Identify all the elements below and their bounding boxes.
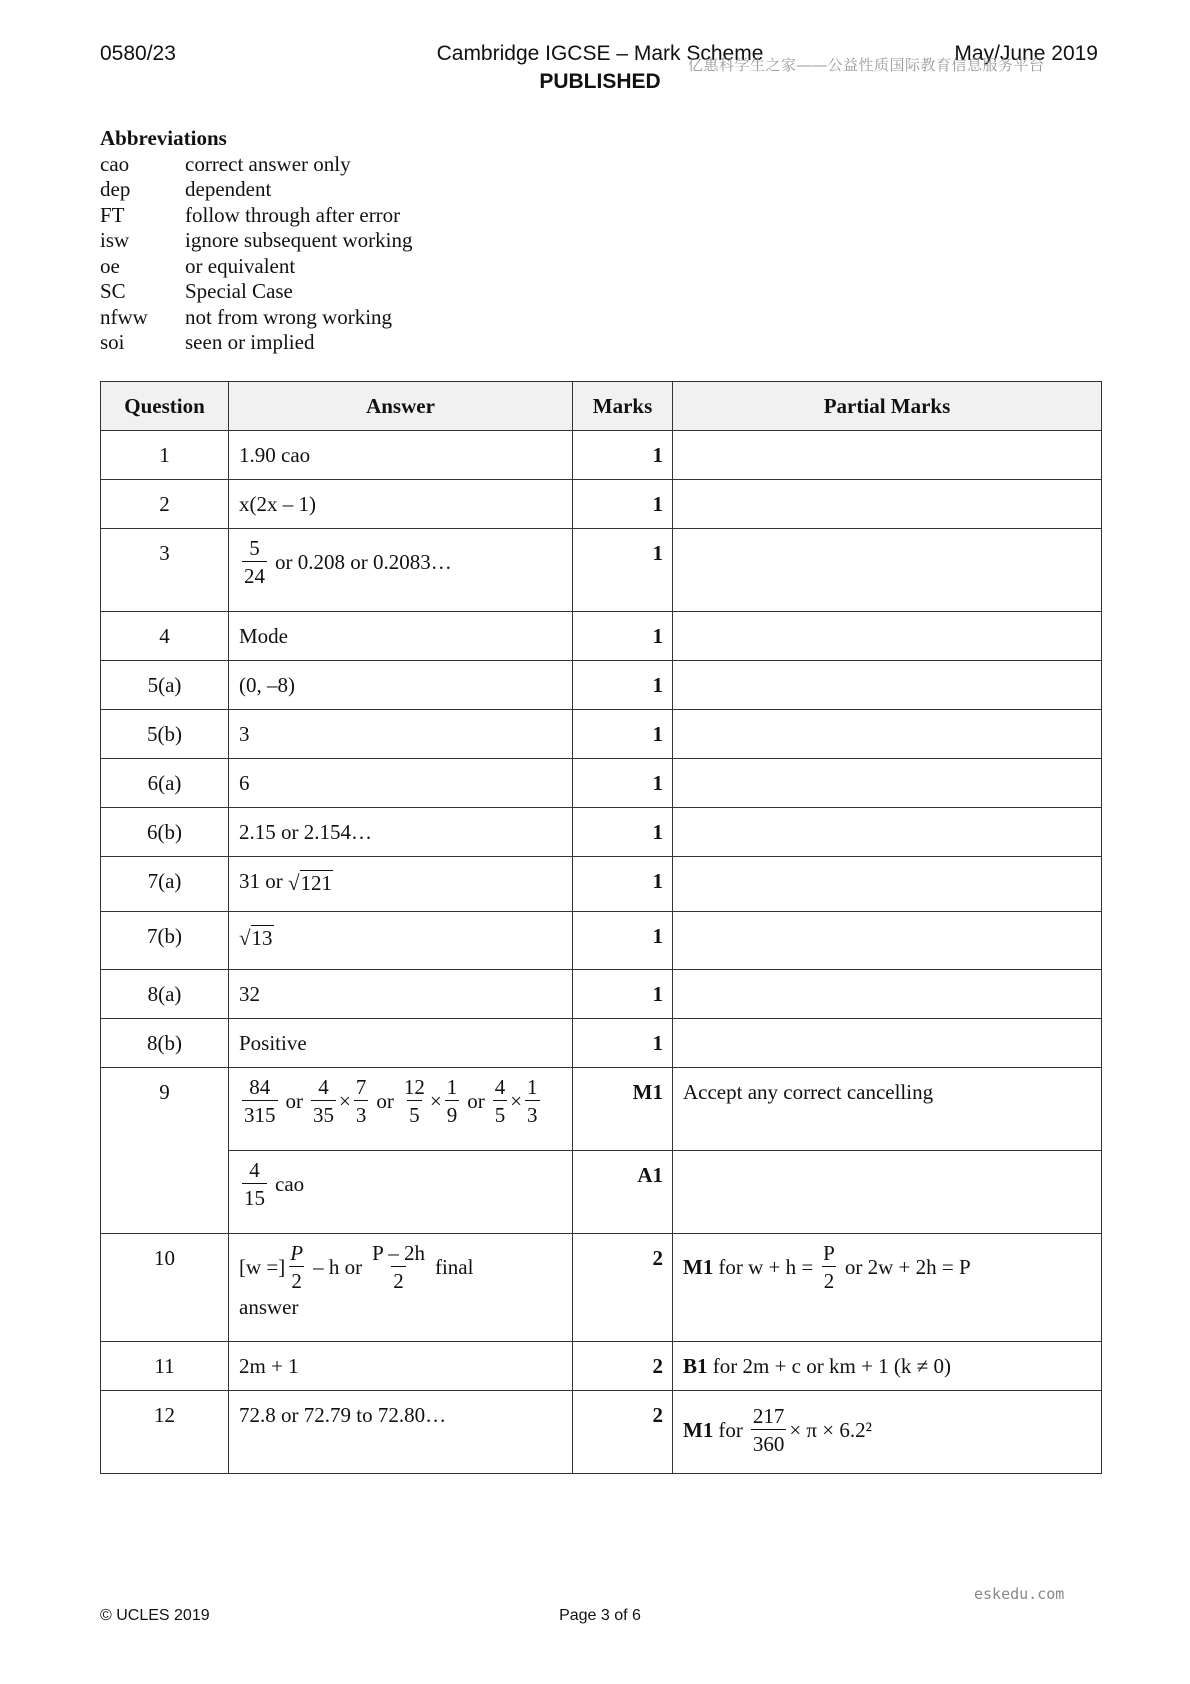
partial-marks-cell	[673, 970, 1102, 1019]
fraction-numerator: 4	[249, 1158, 260, 1182]
table-row	[101, 1391, 1102, 1474]
marks-cell: 1	[573, 612, 673, 661]
radicand: 13	[251, 925, 273, 950]
question-number: 2	[101, 480, 229, 529]
partial-marks-cell	[673, 529, 1102, 612]
table-row	[101, 1342, 1102, 1391]
watermark-text: 亿惠科学生之家——公益性质国际教育信息服务平台	[688, 57, 1045, 74]
partial-marks-cell	[673, 710, 1102, 759]
abbreviation-meaning: correct answer only	[185, 151, 351, 176]
partial-marks-cell	[673, 1019, 1102, 1068]
abbreviation-key: soi	[100, 330, 125, 354]
fraction	[402, 1074, 427, 1129]
abbreviation-item	[100, 228, 412, 254]
fraction-denominator: 2	[289, 1266, 304, 1295]
abbreviation-meaning: Special Case	[185, 279, 293, 303]
partial-marks-cell	[673, 759, 1102, 808]
answer-cell: Positive	[229, 1019, 573, 1068]
abbreviation-item	[100, 279, 412, 305]
partial-marks-cell	[673, 612, 1102, 661]
fraction-numerator: P	[290, 1241, 304, 1265]
or-text: or	[376, 1089, 394, 1113]
table-header-row	[101, 382, 1102, 431]
marks-cell: 1	[573, 480, 673, 529]
abbreviation-key: oe	[100, 253, 120, 278]
answer-cell	[229, 912, 573, 970]
partial-text: for	[718, 1418, 743, 1442]
partial-marks-cell	[673, 1342, 1102, 1391]
table-row	[101, 1234, 1102, 1342]
fraction-numerator: 5	[249, 536, 260, 560]
fraction-denominator: 2	[822, 1266, 837, 1295]
marks-cell: 1	[573, 912, 673, 970]
column-header-answer: Answer	[229, 382, 573, 431]
question-number: 9	[101, 1068, 229, 1234]
answer-cell	[229, 1151, 573, 1234]
question-number: 6(b)	[101, 808, 229, 857]
fraction-denominator: 5	[407, 1100, 422, 1129]
abbreviation-key: SC	[100, 279, 126, 303]
abbreviation-key: nfww	[100, 304, 148, 329]
fraction	[242, 1157, 267, 1212]
abbreviation-meaning: dependent	[185, 177, 272, 201]
table-row	[101, 710, 1102, 759]
answer-cell: 2m + 1	[229, 1342, 573, 1391]
fraction-denominator: 24	[242, 561, 267, 590]
marks-cell: 1	[573, 970, 673, 1019]
fraction-denominator: 5	[493, 1100, 508, 1129]
fraction-numerator: 4	[318, 1075, 329, 1099]
answer-cell: 72.8 or 72.79 to 72.80…	[229, 1391, 573, 1474]
question-number: 7(a)	[101, 857, 229, 912]
answer-cell: 2.15 or 2.154…	[229, 808, 573, 857]
published-label: PUBLISHED	[539, 70, 661, 93]
abbreviation-meaning: or equivalent	[185, 253, 296, 278]
question-number: 5(a)	[101, 661, 229, 710]
fraction-numerator: 12	[403, 1075, 425, 1099]
fraction-denominator: 2	[391, 1266, 406, 1295]
partial-marks-cell	[673, 857, 1102, 912]
question-number: 8(a)	[101, 970, 229, 1019]
exam-session: May/June 2019	[954, 42, 1098, 65]
fraction	[751, 1403, 787, 1458]
abbreviation-meaning: follow through after error	[185, 202, 401, 227]
marks-cell: 2	[573, 1234, 673, 1342]
marks-cell: 1	[573, 857, 673, 912]
table-row	[101, 1019, 1102, 1068]
abbreviation-item	[100, 254, 412, 280]
marks-cell: 1	[573, 661, 673, 710]
partial-marks-cell	[673, 661, 1102, 710]
table-row	[101, 1068, 1102, 1151]
question-number: 10	[101, 1234, 229, 1342]
marks-cell: 2	[573, 1342, 673, 1391]
abbreviation-item	[100, 330, 412, 356]
or-text: or	[467, 1089, 485, 1113]
answer-text: – h or	[313, 1255, 363, 1279]
answer-text-line2: answer	[239, 1295, 299, 1319]
question-number: 8(b)	[101, 1019, 229, 1068]
answer-cell	[229, 1234, 573, 1342]
fraction-numerator: P	[823, 1241, 835, 1265]
fraction-numerator: 1	[446, 1075, 458, 1099]
abbreviation-meaning: ignore subsequent working	[185, 228, 413, 252]
marks-cell: 2	[573, 1391, 673, 1474]
answer-text: [w =]	[239, 1255, 286, 1279]
radicand: 121	[300, 870, 333, 895]
table-row	[101, 431, 1102, 480]
partial-marks-cell	[673, 1151, 1102, 1234]
square-root: √121	[288, 870, 333, 895]
fraction-denominator: 9	[445, 1100, 460, 1129]
fraction-denominator: 3	[354, 1100, 369, 1129]
fraction	[525, 1074, 540, 1129]
abbreviation-meaning: not from wrong working	[185, 304, 393, 329]
table-row	[101, 612, 1102, 661]
mark-code: B1	[683, 1354, 708, 1378]
marks-cell: 1	[573, 710, 673, 759]
copyright: © UCLES 2019	[100, 1607, 210, 1624]
site-watermark: eskedu.com	[974, 1585, 1065, 1603]
abbreviation-item	[100, 177, 412, 203]
answer-cell: 3	[229, 710, 573, 759]
marks-cell: 1	[573, 759, 673, 808]
fraction-denominator: 360	[751, 1429, 787, 1458]
table-row	[101, 661, 1102, 710]
abbreviation-item	[100, 203, 412, 229]
table-row	[101, 857, 1102, 912]
fraction-denominator: 35	[311, 1100, 336, 1129]
partial-text: for 2m + c or km + 1 (k ≠ 0)	[712, 1354, 951, 1378]
marks-cell: 1	[573, 808, 673, 857]
fraction-denominator: 3	[525, 1100, 540, 1129]
table-row	[101, 912, 1102, 970]
answer-cell: 32	[229, 970, 573, 1019]
mark-scheme-table	[100, 381, 1102, 1474]
answer-cell	[229, 1068, 573, 1151]
question-number: 1	[101, 431, 229, 480]
fraction-numerator: 217	[752, 1404, 785, 1428]
fraction	[370, 1240, 427, 1295]
times-sign: ×	[510, 1089, 523, 1113]
fraction-denominator: 315	[242, 1100, 278, 1129]
answer-text: final	[434, 1255, 474, 1279]
mark-code: M1	[683, 1418, 714, 1442]
marks-cell: A1	[573, 1151, 673, 1234]
mark-code: M1	[683, 1255, 714, 1279]
answer-cell: 6	[229, 759, 573, 808]
abbreviations-heading: Abbreviations	[100, 126, 227, 150]
abbreviation-item	[100, 152, 412, 178]
abbreviations-section	[100, 126, 412, 356]
answer-cell: Mode	[229, 612, 573, 661]
fraction	[821, 1240, 837, 1295]
marks-cell: 1	[573, 431, 673, 480]
partial-text: or 2w + 2h = P	[844, 1255, 971, 1279]
partial-marks-cell	[673, 1391, 1102, 1474]
question-number: 5(b)	[101, 710, 229, 759]
document-title: Cambridge IGCSE – Mark Scheme	[436, 42, 764, 65]
abbreviation-key: FT	[100, 202, 125, 227]
answer-cell: 1.90 cao	[229, 431, 573, 480]
question-number: 12	[101, 1391, 229, 1474]
column-header-partial-marks: Partial Marks	[673, 382, 1102, 431]
abbreviation-key: cao	[100, 151, 130, 176]
partial-text: for w + h =	[718, 1255, 814, 1279]
partial-marks-cell	[673, 431, 1102, 480]
partial-marks-cell: Accept any correct cancelling	[673, 1068, 1102, 1151]
partial-marks-cell	[673, 1234, 1102, 1342]
fraction	[288, 1240, 305, 1295]
partial-marks-cell	[673, 480, 1102, 529]
partial-marks-cell	[673, 808, 1102, 857]
table-row	[101, 480, 1102, 529]
fraction-denominator: 15	[242, 1183, 267, 1212]
fraction-numerator: 4	[494, 1075, 506, 1099]
fraction	[493, 1074, 508, 1129]
partial-text: × π × 6.2²	[789, 1418, 872, 1442]
column-header-question: Question	[101, 382, 229, 431]
question-number: 6(a)	[101, 759, 229, 808]
answer-text: 31 or	[239, 869, 283, 893]
abbreviation-key: isw	[100, 228, 130, 252]
abbreviation-meaning: seen or implied	[185, 330, 315, 354]
table-row	[101, 1151, 1102, 1234]
fraction	[445, 1074, 460, 1129]
question-number: 4	[101, 612, 229, 661]
fraction	[311, 1074, 336, 1129]
fraction	[242, 1074, 278, 1129]
marks-cell: M1	[573, 1068, 673, 1151]
fraction	[242, 535, 267, 590]
answer-cell: x(2x – 1)	[229, 480, 573, 529]
answer-text: or 0.208 or 0.2083…	[275, 550, 452, 574]
answer-cell	[229, 857, 573, 912]
abbreviation-item	[100, 305, 412, 331]
document-code: 0580/23	[100, 42, 176, 65]
fraction-numerator: 7	[355, 1075, 367, 1099]
question-number: 7(b)	[101, 912, 229, 970]
column-header-marks: Marks	[573, 382, 673, 431]
marks-cell: 1	[573, 1019, 673, 1068]
page-number: Page 3 of 6	[559, 1607, 641, 1624]
marks-cell: 1	[573, 529, 673, 612]
fraction-numerator: 1	[527, 1075, 538, 1099]
abbreviation-key: dep	[100, 177, 131, 201]
answer-cell: (0, –8)	[229, 661, 573, 710]
fraction-numerator: 84	[249, 1075, 271, 1099]
table-row	[101, 529, 1102, 612]
times-sign: ×	[339, 1089, 351, 1113]
table-row	[101, 970, 1102, 1019]
fraction	[354, 1074, 369, 1129]
square-root: √13	[239, 925, 273, 950]
table-row	[101, 808, 1102, 857]
table-row	[101, 759, 1102, 808]
answer-cell	[229, 529, 573, 612]
question-number: 3	[101, 529, 229, 612]
times-sign: ×	[429, 1089, 442, 1113]
fraction-numerator: P – 2h	[372, 1241, 425, 1265]
partial-marks-cell	[673, 912, 1102, 970]
answer-text: cao	[275, 1172, 305, 1196]
question-number: 11	[101, 1342, 229, 1391]
or-text: or	[285, 1089, 303, 1113]
